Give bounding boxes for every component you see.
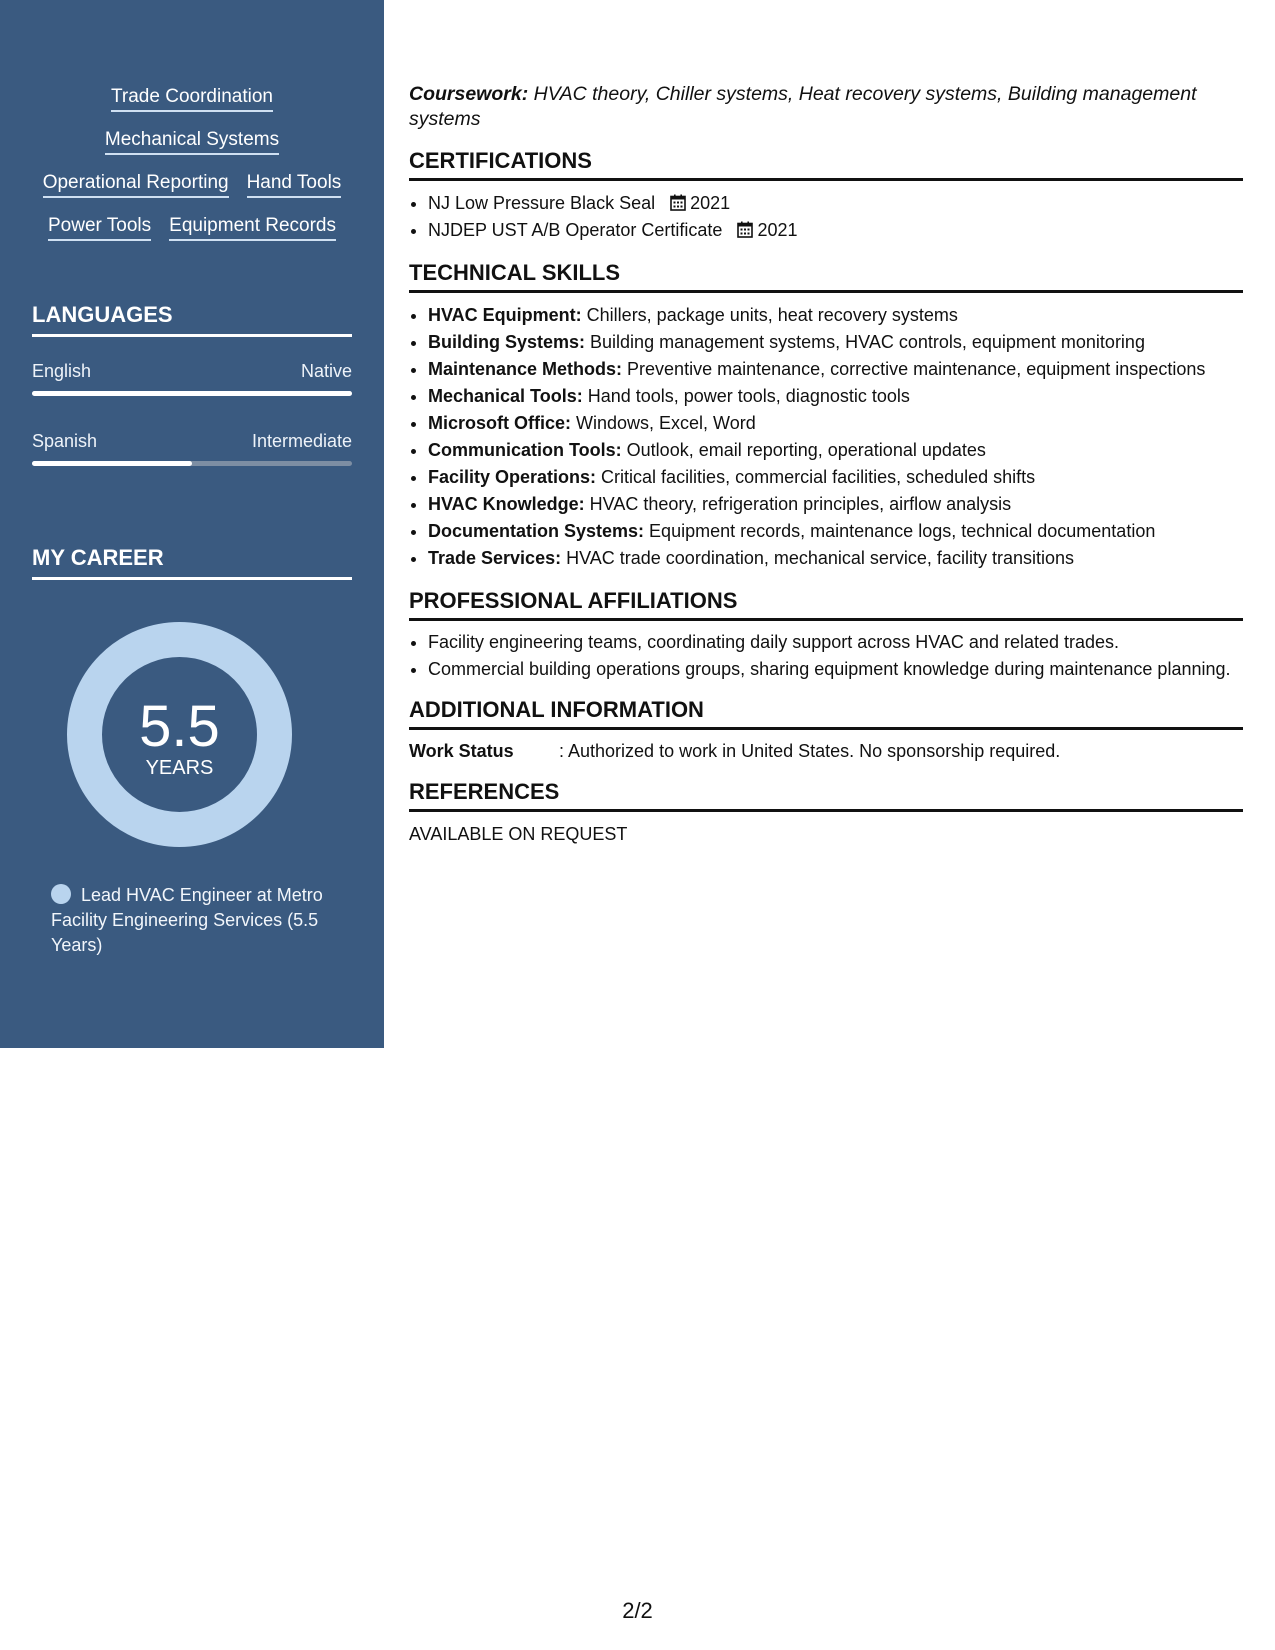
skill-tag: Operational Reporting [43,172,229,198]
skill-label: Communication Tools: [428,440,622,460]
language-row-english [32,360,352,396]
certifications-title: CERTIFICATIONS [409,148,1243,181]
page-number: 2/2 [622,1598,653,1623]
language-bar [32,461,352,466]
skill-tag: Hand Tools [247,172,342,198]
career-item-text: Lead HVAC Engineer at Metro Facility Engineering Services (5.5 Years) [51,885,323,955]
main-content [409,82,1243,846]
references-text: AVAILABLE ON REQUEST [409,824,628,844]
affiliation-item: • Facility engineering teams, coordinating daily support across HVAC and related trades. [428,630,1243,654]
skill-item [428,383,1243,410]
skill-item [428,545,1243,572]
languages-heading: LANGUAGES [32,302,352,337]
career-heading: MY CAREER [32,545,352,580]
affiliations-title: PROFESSIONAL AFFILIATIONS [409,588,1243,621]
work-status-label: Work Status [409,741,514,761]
coursework [409,82,1243,132]
skill-tag: Trade Coordination [111,86,273,112]
skill-tag: Equipment Records [169,215,336,241]
skill-text: Preventive maintenance, corrective maintenance, equipment inspections [622,359,1206,379]
skill-item [428,329,1243,356]
skill-item [428,518,1243,545]
skill-item [428,302,1243,329]
certification-year: 2021 [690,193,731,213]
certification-year: 2021 [757,220,798,240]
language-level: Intermediate [251,431,352,451]
skill-tag: Mechanical Systems [105,129,279,155]
skill-text: HVAC trade coordination, mechanical service, facility transitions [561,548,1074,568]
additional-title: ADDITIONAL INFORMATION [409,697,1243,730]
skill-label: Documentation Systems: [428,521,645,541]
skill-text: HVAC theory, refrigeration principles, airflow analysis [584,494,1012,514]
skill-tag: Power Tools [48,215,151,241]
tag-row [32,129,352,155]
career-dot-icon [51,884,71,904]
language-row-spanish [32,430,352,466]
language-bar [32,391,352,396]
certifications-list [409,190,1243,244]
coursework-label: Coursework: [409,83,529,105]
tag-row [32,215,352,241]
certification-name: NJ Low Pressure Black Seal [428,193,656,213]
coursework-text: HVAC theory, Chiller systems, Heat recovery systems, Building management systems [409,83,1197,130]
career-unit: YEARS [145,757,214,779]
skill-item [428,410,1243,437]
affiliations-list [409,630,1243,681]
skills-list [409,302,1243,572]
skill-label: HVAC Equipment: [428,305,582,325]
skill-label: Mechanical Tools: [428,386,583,406]
skill-text: Windows, Excel, Word [571,413,756,433]
skill-label: Microsoft Office: [428,413,572,433]
language-bar-fill [32,391,352,396]
skill-label: Trade Services: [428,548,562,568]
language-name: Spanish [32,431,98,451]
certification-item [428,190,1243,217]
skill-item [428,464,1243,491]
skill-label: HVAC Knowledge: [428,494,585,514]
language-name: English [32,361,92,381]
skill-text: Equipment records, maintenance logs, technical documentation [644,521,1156,541]
language-level: Native [300,361,352,381]
certification-item [428,217,1243,244]
skill-text: Outlook, email reporting, operational updates [621,440,986,460]
skill-text: Building management systems, HVAC controls, equipment monitoring [585,332,1145,352]
work-status-value: : Authorized to work in United States. No sponsorship required. [559,741,1061,761]
skill-item [428,437,1243,464]
certification-name: NJDEP UST A/B Operator Certificate [428,220,723,240]
affiliation-item: • Commercial building operations groups, sharing equipment knowledge during maintenance planning. [428,657,1243,681]
sidebar [0,0,384,1048]
skill-tags [32,86,352,258]
calendar-icon [737,221,753,238]
work-status-row [409,739,1243,763]
skill-text: Hand tools, power tools, diagnostic tools [582,386,910,406]
language-bar-fill [32,461,192,466]
career-donut [67,622,292,847]
tag-row [32,86,352,112]
career-item [51,883,341,958]
career-years: 5.5 [139,694,220,759]
references-title: REFERENCES [409,779,1243,812]
skill-item [428,491,1243,518]
skill-label: Building Systems: [428,332,586,352]
skill-label: Facility Operations: [428,467,597,487]
skill-label: Maintenance Methods: [428,359,623,379]
tag-row [32,172,352,198]
skill-item [428,356,1243,383]
skill-text: Chillers, package units, heat recovery systems [581,305,958,325]
skills-title: TECHNICAL SKILLS [409,260,1243,293]
skill-text: Critical facilities, commercial facilities, scheduled shifts [596,467,1036,487]
calendar-icon [670,194,686,211]
